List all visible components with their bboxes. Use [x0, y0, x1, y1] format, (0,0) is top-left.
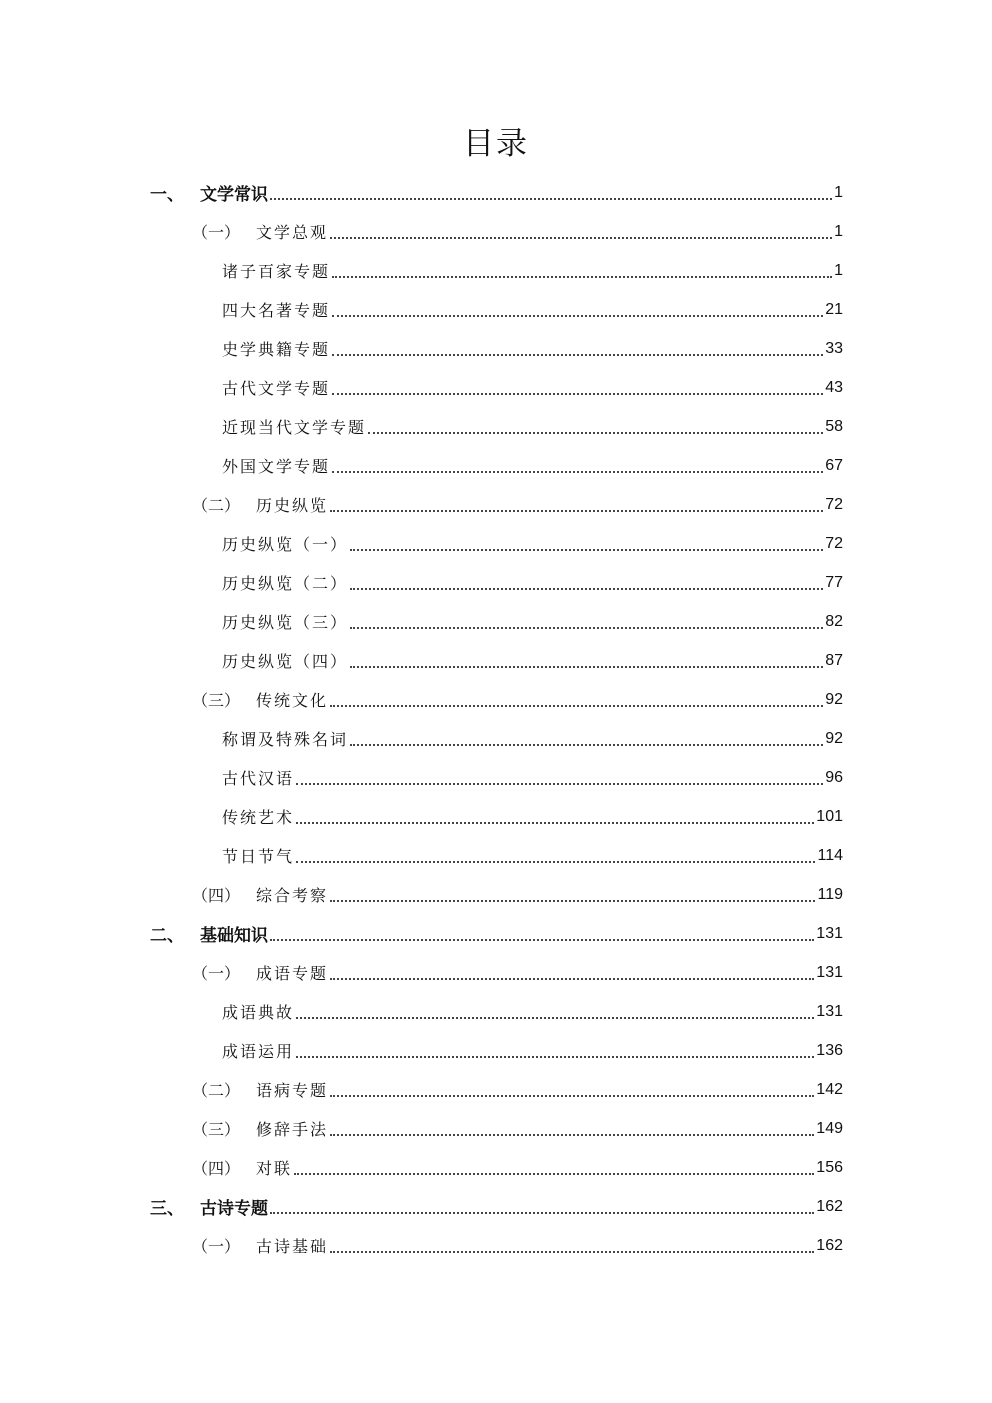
toc-entry-level-2[interactable]: [192, 485, 843, 524]
toc-entry-page: 1: [834, 261, 843, 279]
dot-leader: [350, 548, 823, 551]
toc-entry-page: 131: [816, 963, 843, 981]
toc-entry-number: （一）: [192, 223, 241, 242]
toc-entry-page: 131: [816, 1002, 843, 1020]
dot-leader: [270, 938, 814, 941]
toc-entry-level-3[interactable]: [222, 290, 843, 329]
toc-entry-page: 77: [825, 573, 843, 591]
toc-entry-level-2[interactable]: [192, 1070, 843, 1109]
toc-entry-level-3[interactable]: [222, 719, 843, 758]
dot-leader: [330, 1133, 814, 1136]
dot-leader: [296, 860, 815, 863]
toc-entry-label: 外国文学专题: [222, 457, 331, 476]
toc-entry-number: （三）: [192, 691, 241, 710]
toc-entry-page: 43: [825, 378, 843, 396]
toc-entry-label: 历史纵览: [256, 496, 329, 515]
toc-entry-page: 1: [834, 222, 843, 240]
toc-entry-level-1[interactable]: [150, 914, 843, 953]
toc-entry-level-2[interactable]: [192, 875, 843, 914]
toc-entry-page: 72: [825, 495, 843, 513]
toc-entry-page: 67: [825, 456, 843, 474]
toc-entry-number: 三、: [150, 1199, 184, 1219]
dot-leader: [330, 1250, 814, 1253]
toc-entry-level-3[interactable]: [222, 758, 843, 797]
toc-entry-level-2[interactable]: [192, 953, 843, 992]
dot-leader: [368, 431, 823, 434]
toc-entry-level-3[interactable]: [222, 329, 843, 368]
dot-leader: [332, 275, 832, 278]
toc-entry-level-3[interactable]: [222, 446, 843, 485]
toc-entry-number: （四）: [192, 886, 241, 905]
dot-leader: [294, 1172, 814, 1175]
toc-entry-page: 96: [825, 768, 843, 786]
toc-entry-label: 传统艺术: [222, 808, 295, 827]
toc-entry-label: 近现当代文学专题: [222, 418, 367, 437]
toc-entry-level-3[interactable]: [222, 251, 843, 290]
toc-entry-level-1[interactable]: [150, 173, 843, 212]
toc-entry-label: 传统文化: [256, 691, 329, 710]
dot-leader: [330, 509, 823, 512]
dot-leader: [330, 1094, 814, 1097]
toc-entry-label: 对联: [256, 1159, 293, 1178]
toc-entry-level-2[interactable]: [192, 680, 843, 719]
toc-entry-number: （一）: [192, 1237, 241, 1256]
toc-entry-page: 119: [817, 885, 843, 903]
dot-leader: [270, 197, 832, 200]
dot-leader: [332, 353, 823, 356]
toc-entry-label: 古代汉语: [222, 769, 295, 788]
toc-entry-page: 162: [816, 1197, 843, 1215]
toc-entry-label: 基础知识: [200, 926, 268, 946]
toc-entry-level-2[interactable]: [192, 1148, 843, 1187]
toc-entry-page: 87: [825, 651, 843, 669]
toc-entry-level-3[interactable]: [222, 602, 843, 641]
toc-entry-page: 33: [825, 339, 843, 357]
toc-entry-label: 语病专题: [256, 1081, 329, 1100]
toc-entry-label: 诸子百家专题: [222, 262, 331, 281]
dot-leader: [296, 1016, 814, 1019]
toc-entry-page: 72: [825, 534, 843, 552]
dot-leader: [330, 899, 815, 902]
dot-leader: [330, 704, 823, 707]
toc-entry-label: 称谓及特殊名词: [222, 730, 349, 749]
toc-entry-level-2[interactable]: [192, 1226, 843, 1265]
dot-leader: [332, 314, 823, 317]
toc-entry-label: 节日节气: [222, 847, 295, 866]
dot-leader: [350, 587, 823, 590]
dot-leader: [270, 1211, 814, 1214]
toc-entry-number: （二）: [192, 496, 241, 515]
toc-entry-number: （一）: [192, 964, 241, 983]
toc-entry-page: 114: [817, 846, 843, 864]
toc-entry-label: 修辞手法: [256, 1120, 329, 1139]
toc-entry-level-2[interactable]: [192, 212, 843, 251]
toc-entry-label: 成语专题: [256, 964, 329, 983]
toc-entry-level-3[interactable]: [222, 641, 843, 680]
toc-entry-number: （三）: [192, 1120, 241, 1139]
toc-entry-label: 历史纵览（四）: [222, 652, 349, 671]
toc-entry-number: 二、: [150, 926, 184, 946]
dot-leader: [330, 236, 832, 239]
toc-entry-label: 综合考察: [256, 886, 329, 905]
dot-leader: [350, 743, 823, 746]
dot-leader: [350, 626, 823, 629]
toc-entry-label: 古诗专题: [200, 1199, 268, 1219]
toc-entry-number: （四）: [192, 1159, 241, 1178]
toc-entry-label: 四大名著专题: [222, 301, 331, 320]
toc-entry-page: 156: [816, 1158, 843, 1176]
toc-entry-page: 136: [816, 1041, 843, 1059]
dot-leader: [296, 821, 814, 824]
page-title: 目录: [463, 126, 529, 162]
toc-entry-level-3[interactable]: [222, 407, 843, 446]
toc-entry-label: 古诗基础: [256, 1237, 329, 1256]
toc-entry-page: 149: [816, 1119, 843, 1137]
toc-entry-level-3[interactable]: [222, 563, 843, 602]
toc-entry-page: 131: [816, 924, 843, 942]
toc-entry-page: 82: [825, 612, 843, 630]
toc-entry-number: 一、: [150, 185, 184, 205]
dot-leader: [350, 665, 823, 668]
toc-entry-level-3[interactable]: [222, 992, 843, 1031]
toc-entry-level-3[interactable]: [222, 368, 843, 407]
toc-entry-page: 101: [816, 807, 843, 825]
toc-entry-label: 历史纵览（三）: [222, 613, 349, 632]
toc-entry-page: 142: [816, 1080, 843, 1098]
toc-entry-label: 历史纵览（二）: [222, 574, 349, 593]
toc-entry-page: 58: [825, 417, 843, 435]
dot-leader: [296, 1055, 814, 1058]
toc-entry-level-1[interactable]: [150, 1187, 843, 1226]
toc-entry-number: （二）: [192, 1081, 241, 1100]
toc-entry-level-3[interactable]: [222, 797, 843, 836]
toc-entry-label: 古代文学专题: [222, 379, 331, 398]
toc-entry-page: 92: [825, 729, 843, 747]
dot-leader: [296, 782, 823, 785]
toc-entry-level-3[interactable]: [222, 836, 843, 875]
toc-entry-page: 1: [834, 183, 843, 201]
toc-entry-level-3[interactable]: [222, 1031, 843, 1070]
toc-entry-level-2[interactable]: [192, 1109, 843, 1148]
toc-entry-label: 文学总观: [256, 223, 329, 242]
toc-entry-page: 21: [825, 300, 843, 318]
dot-leader: [330, 977, 814, 980]
toc-entry-label: 成语典故: [222, 1003, 295, 1022]
toc-entry-page: 162: [816, 1236, 843, 1254]
dot-leader: [332, 470, 823, 473]
dot-leader: [332, 392, 823, 395]
toc-entry-label: 史学典籍专题: [222, 340, 331, 359]
toc-entry-label: 文学常识: [200, 185, 268, 205]
toc-entry-label: 成语运用: [222, 1042, 295, 1061]
toc-entry-page: 92: [825, 690, 843, 708]
toc-entry-level-3[interactable]: [222, 524, 843, 563]
toc-entry-label: 历史纵览（一）: [222, 535, 349, 554]
